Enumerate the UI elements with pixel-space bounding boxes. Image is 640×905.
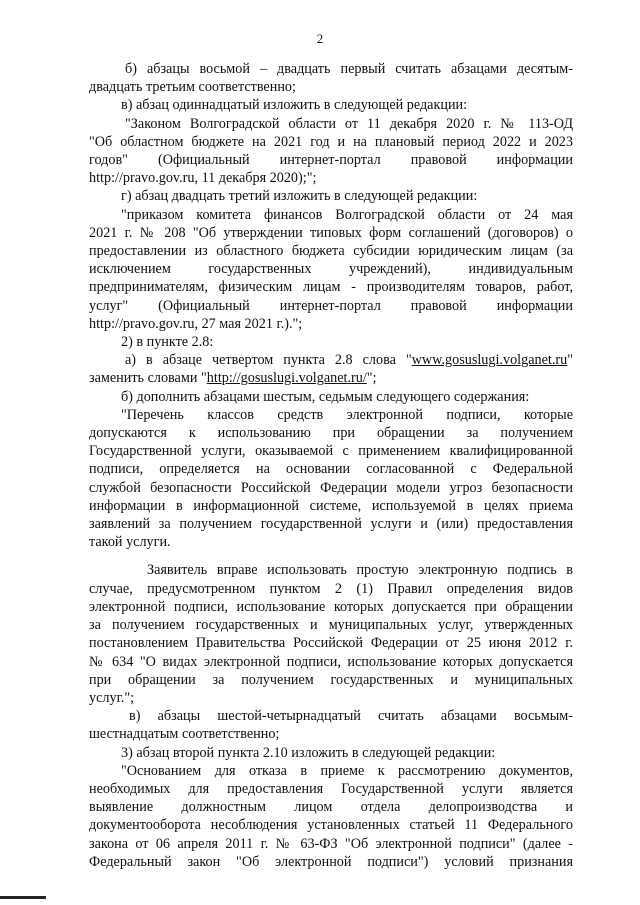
text-line: "приказом комитета финансов Волгоградской области от 24 мая — [121, 206, 573, 223]
text-line: предпринимателям, физическим лицам - производителям товаров, работ, — [89, 279, 573, 296]
text-line: закона от 06 апреля 2011 г. № 63-ФЗ "Об электронной подписи" (далее - — [89, 835, 573, 852]
text-line: Федеральный закон "Об электронной подписи") условий признания — [89, 853, 573, 870]
text-line: шестнадцатым соответственно; — [89, 726, 280, 743]
text-line: службой безопасности Российской Федерации модели угроз безопасности — [89, 479, 573, 496]
text-line: информации в информационной системе, используемой в целях приема — [89, 497, 573, 514]
text-line: электронной подписи, использование которых допускается при обращении — [89, 598, 573, 615]
text-line: такой услуги. — [89, 534, 171, 551]
text-line: случае, предусмотренном пунктом 2 (1) Правил определения видов — [89, 580, 573, 597]
text-line: услуг."; — [89, 689, 135, 706]
text-line: заменить словами "http://gosuslugi.volganet.ru/"; — [89, 370, 377, 387]
text-line: б) дополнить абзацами шестым, седьмым следующего содержания: — [121, 388, 530, 405]
text-line: предоставлении из областного бюджета субсидии юридическим лицам (за — [89, 243, 573, 260]
text-line: выявление должностным лицом отдела делопроизводства и — [89, 799, 573, 816]
text-line: услуг" (Официальный интернет-портал правовой информации — [89, 297, 573, 314]
text-line: годов" (Официальный интернет-портал правовой информации — [89, 152, 573, 169]
text-line: http://pravo.gov.ru, 27 мая 2021 г.)."; — [89, 315, 303, 332]
text-line: г) абзац двадцать третий изложить в следующей редакции: — [121, 188, 478, 205]
text-line: 3) абзац второй пункта 2.10 изложить в следующей редакции: — [121, 744, 496, 761]
text-line: двадцать третьим соответственно; — [89, 79, 296, 96]
text-line: в) абзац одиннадцатый изложить в следующей редакции: — [121, 97, 468, 114]
text-line: "Об областном бюджете на 2021 год и на плановый период 2022 и 2023 — [89, 133, 573, 150]
text-line: подписи, определяется на основании согласованной с Федеральной — [89, 461, 573, 478]
text-line: http://pravo.gov.ru, 11 декабря 2020);"; — [89, 170, 317, 187]
text-line: "Перечень классов средств электронной подписи, которые — [121, 406, 573, 423]
text-line: при обращении за получением государственных и муниципальных — [89, 671, 573, 688]
text-line: Заявитель вправе использовать простую электронную подпись в — [147, 562, 573, 579]
text-line: допускаются к использованию при обращении за получением — [89, 425, 573, 442]
text-line: 2021 г. № 208 "Об утверждении типовых форм соглашений (договоров) о — [89, 224, 573, 241]
text-line: б) абзацы восьмой – двадцать первый считать абзацами десятым- — [125, 61, 573, 77]
text-line: исключением государственных учреждений), индивидуальным — [89, 261, 573, 278]
text-line: № 634 "О видах электронной подписи, использование которых допускается — [89, 653, 573, 670]
page-number: 2 — [316, 31, 324, 46]
text-line: "Основанием для отказа в приеме к рассмотрению документов, — [121, 762, 573, 779]
text-line: документооборота несоблюдения установленных статьей 11 Федерального — [89, 817, 573, 834]
link-text: http://gosuslugi.volganet.ru/ — [206, 370, 367, 387]
text-line: за получением государственных и муниципальных услуг, утвержденных — [89, 617, 573, 634]
text-line: в) абзацы шестой-четырнадцатый считать абзацами восьмым- — [129, 708, 573, 725]
text-line: Государственной услуги, оказываемой с применением квалифицированной — [89, 443, 573, 460]
text-line: заявлений за получением государственной услуги и (или) предоставления — [89, 516, 573, 533]
text-line: необходимых для предоставления Государственной услуги является — [89, 780, 573, 797]
text-line: постановлением Правительства Российской Федерации от 25 июня 2012 г. — [89, 635, 573, 652]
document-body — [89, 60, 573, 871]
text-line: "Законом Волгоградской области от 11 декабря 2020 г. № 113-ОД — [125, 115, 573, 132]
link-text: www.gosuslugi.volganet.ru — [411, 352, 568, 369]
text-line: а) в абзаце четвертом пункта 2.8 слова "www.gosuslugi.volganet.ru" — [125, 352, 573, 369]
scan-edge-mark — [0, 896, 46, 899]
text-line: 2) в пункте 2.8: — [121, 334, 214, 351]
